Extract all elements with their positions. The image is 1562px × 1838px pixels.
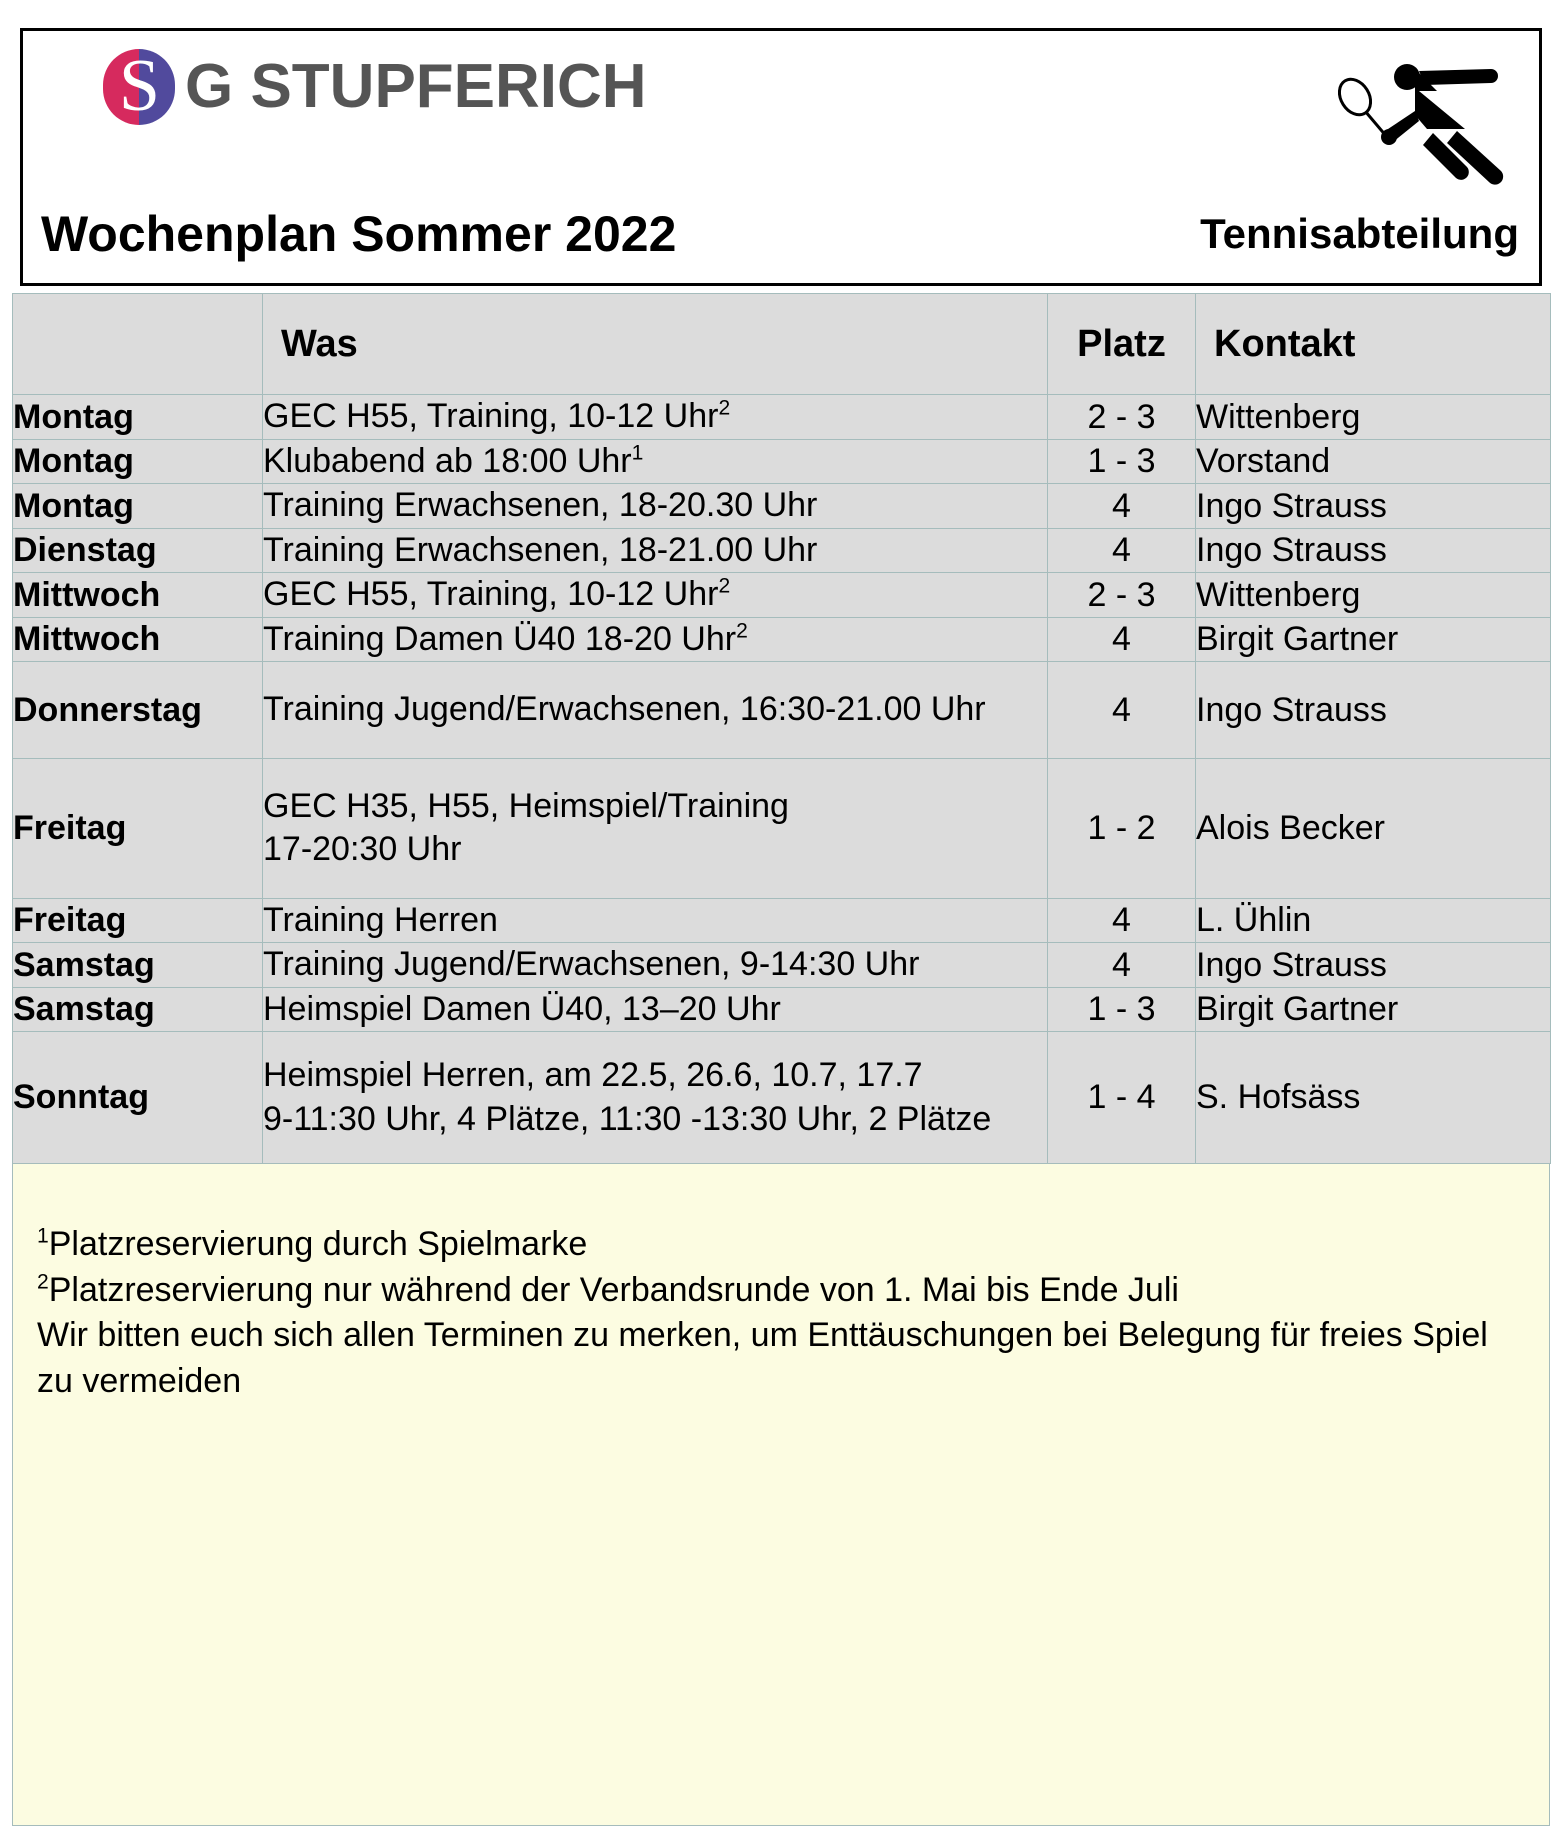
column-header-what: Was <box>263 294 1048 395</box>
tennis-player-icon <box>1315 45 1515 185</box>
cell-day: Donnerstag <box>13 662 263 759</box>
footnote-2 <box>37 1268 1525 1314</box>
cell-what <box>263 1032 1048 1164</box>
cell-day: Mittwoch <box>13 617 263 662</box>
cell-contact: Wittenberg <box>1196 395 1551 440</box>
cell-court: 4 <box>1048 898 1196 943</box>
club-branding <box>103 45 647 127</box>
cell-contact: L. Ühlin <box>1196 898 1551 943</box>
table-row <box>13 395 1551 440</box>
cell-court: 2 - 3 <box>1048 395 1196 440</box>
table-row <box>13 662 1551 759</box>
what-text: Training Erwachsenen, 18-20.30 Uhr <box>263 486 818 525</box>
footnote-marker-2: 2 <box>37 1270 49 1294</box>
cell-day: Samstag <box>13 987 263 1032</box>
table-row <box>13 943 1551 988</box>
cell-contact: Ingo Strauss <box>1196 943 1551 988</box>
cell-contact: Wittenberg <box>1196 573 1551 618</box>
table-row <box>13 898 1551 943</box>
column-header-court: Platz <box>1048 294 1196 395</box>
column-header-day <box>13 294 263 395</box>
club-name: G STUPFERICH <box>185 52 647 121</box>
footnote-1 <box>37 1222 1525 1268</box>
cell-court: 1 - 3 <box>1048 439 1196 484</box>
cell-court: 4 <box>1048 484 1196 529</box>
what-text: Heimspiel Damen Ü40, 13–20 Uhr <box>263 989 781 1028</box>
what-text: Klubabend ab 18:00 Uhr <box>263 441 632 480</box>
cell-day: Mittwoch <box>13 573 263 618</box>
cell-day: Montag <box>13 484 263 529</box>
cell-court: 4 <box>1048 528 1196 573</box>
column-header-contact: Kontakt <box>1196 294 1551 395</box>
cell-contact: Birgit Gartner <box>1196 987 1551 1032</box>
cell-court: 4 <box>1048 943 1196 988</box>
schedule-rows <box>13 395 1551 1164</box>
footnotes-panel <box>12 1164 1550 1826</box>
table-row <box>13 439 1551 484</box>
footnote-3: Wir bitten euch sich allen Terminen zu merken, um Enttäuschungen bei Belegung für freies Spiel zu vermeiden <box>37 1316 1488 1400</box>
cell-contact: Ingo Strauss <box>1196 484 1551 529</box>
cell-day: Dienstag <box>13 528 263 573</box>
cell-what <box>263 395 1048 440</box>
cell-contact: Vorstand <box>1196 439 1551 484</box>
cell-what <box>263 758 1048 898</box>
cell-day: Freitag <box>13 898 263 943</box>
logo-letter: S <box>118 45 160 127</box>
footnote-1-text: Platzreservierung durch Spielmarke <box>48 1225 588 1263</box>
table-row <box>13 484 1551 529</box>
table-row <box>13 617 1551 662</box>
cell-day: Freitag <box>13 758 263 898</box>
page-title: Wochenplan Sommer 2022 <box>41 206 677 262</box>
what-text: Heimspiel Herren, am 22.5, 26.6, 10.7, 17.7 <box>263 1056 923 1095</box>
cell-what <box>263 439 1048 484</box>
footnote-marker: 2 <box>718 574 731 598</box>
what-text: GEC H55, Training, 10-12 Uhr <box>263 397 719 435</box>
cell-day: Sonntag <box>13 1032 263 1164</box>
cell-court: 4 <box>1048 617 1196 662</box>
department-label: Tennisabteilung <box>1200 210 1519 257</box>
cell-day: Samstag <box>13 943 263 988</box>
sg-logo-icon <box>103 45 175 127</box>
footnote-marker: 1 <box>631 441 644 465</box>
cell-what <box>263 898 1048 943</box>
table-row <box>13 758 1551 898</box>
table-row <box>13 573 1551 618</box>
what-text: GEC H35, H55, Heimspiel/Training <box>263 786 789 825</box>
cell-court: 1 - 3 <box>1048 987 1196 1032</box>
cell-court: 4 <box>1048 662 1196 759</box>
table-row <box>13 1032 1551 1164</box>
cell-contact: Ingo Strauss <box>1196 528 1551 573</box>
cell-court: 1 - 2 <box>1048 758 1196 898</box>
what-text: GEC H55, Training, 10-12 Uhr <box>263 575 719 614</box>
footnote-marker: 2 <box>736 619 748 643</box>
table-row <box>13 987 1551 1032</box>
footnote-marker: 2 <box>718 396 731 420</box>
cell-what <box>263 662 1048 759</box>
what-text: Training Jugend/Erwachsenen, 16:30-21.00 Uhr <box>263 690 986 729</box>
what-text: Training Jugend/Erwachsenen, 9-14:30 Uhr <box>263 945 920 984</box>
cell-what <box>263 573 1048 618</box>
cell-day: Montag <box>13 395 263 440</box>
schedule-table <box>12 293 1551 1164</box>
cell-contact: Ingo Strauss <box>1196 662 1551 759</box>
cell-court: 1 - 4 <box>1048 1032 1196 1164</box>
cell-court: 2 - 3 <box>1048 573 1196 618</box>
cell-contact: Birgit Gartner <box>1196 617 1551 662</box>
what-text: Training Herren <box>263 900 498 939</box>
cell-what <box>263 617 1048 662</box>
document-header <box>20 28 1542 286</box>
cell-what <box>263 943 1048 988</box>
cell-day: Montag <box>13 439 263 484</box>
cell-what <box>263 528 1048 573</box>
cell-what <box>263 987 1048 1032</box>
cell-contact: S. Hofsäss <box>1196 1032 1551 1164</box>
footnote-2-text: Platzreservierung nur während der Verbandsrunde von 1. Mai bis Ende Juli <box>48 1270 1179 1309</box>
cell-what <box>263 484 1048 529</box>
table-header-row <box>13 294 1551 395</box>
what-text-line2: 9-11:30 Uhr, 4 Plätze, 11:30 -13:30 Uhr, 2 Plätze <box>263 1099 992 1138</box>
footnote-marker-1: 1 <box>37 1224 49 1248</box>
table-row <box>13 528 1551 573</box>
cell-contact: Alois Becker <box>1196 758 1551 898</box>
what-text: Training Damen Ü40 18-20 Uhr <box>263 619 737 658</box>
what-text-line2: 17-20:30 Uhr <box>263 830 462 869</box>
what-text: Training Erwachsenen, 18-21.00 Uhr <box>263 530 818 569</box>
